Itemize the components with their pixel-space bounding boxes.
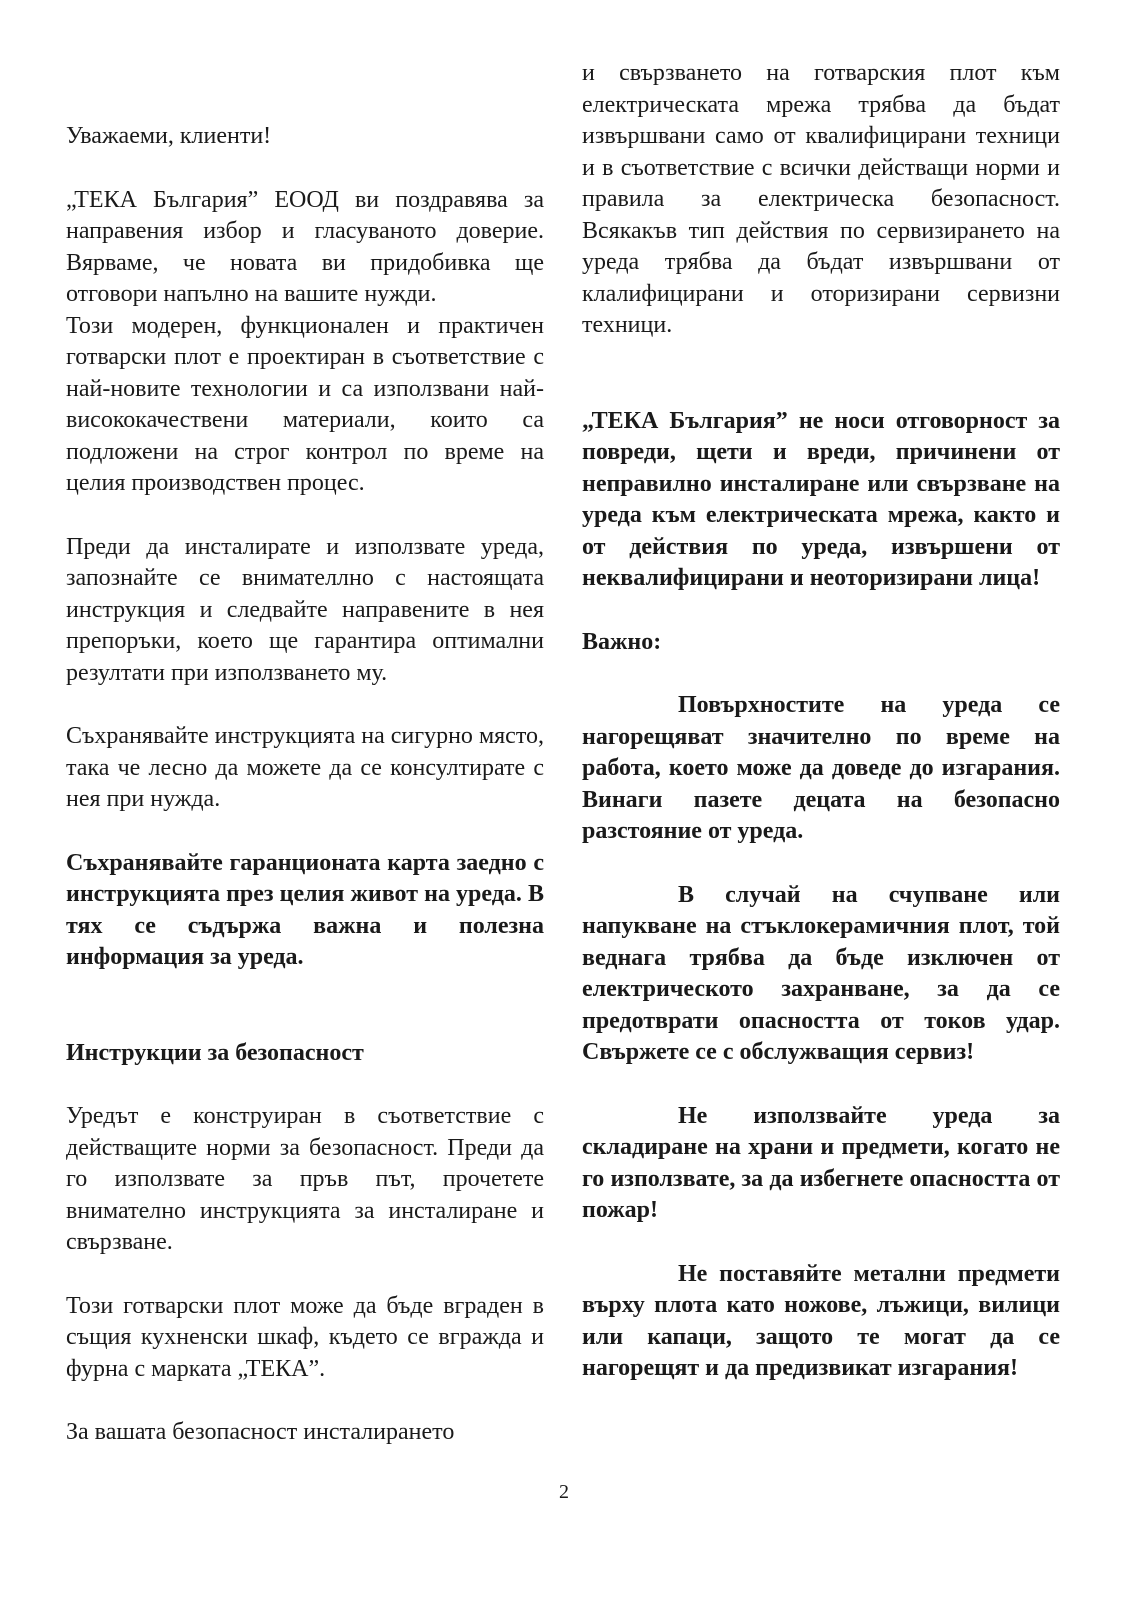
safety-paragraph-built-in: Този готварски плот може да бъде вграден в същия кухненски шкаф, където се вгражда и фурна с марката „ТЕКА”. <box>66 1292 544 1382</box>
keep-warranty-paragraph: Съхранявайте гаранционата карта заедно с инструкцията през целия живот на уреда. В тях се съдържа важна и полезна информация за уреда. <box>66 849 544 970</box>
right-column <box>582 0 1060 1385</box>
safety-paragraph-norms: Уредът е конструиран в съответствие с действащите норми за безопасност. Преди да го използвате за пръв път, прочетете внимателно инструкцията за инсталиране и свързване. <box>66 1103 544 1255</box>
liability-disclaimer: „ТЕКА България” не носи отговорност за повреди, щети и вреди, причинени от неправилно инсталиране или свързване на уреда към електрическата мрежа, както и от действия по уреда, извършени от неквалифицирани и неоторизирани лица! <box>582 407 1060 591</box>
before-install-paragraph: Преди да инсталирате и използвате уреда, запознайте се внимателлно с настоящата инструкция и следвайте направените в нея препоръки, което ще гарантира оптимални резултати при използването му. <box>66 533 544 686</box>
warning-broken-glass: В случай на счупване или напукване на стъклокерамичния плот, той веднага трябва да бъде изключен от електрическото захранване, за да се предотврати опасността от токов удар. Свържете се с обслужващия сервиз! <box>582 881 1060 1065</box>
keep-instructions-paragraph: Съхранявайте инструкцията на сигурно място, така че лесно да можете да се консултирате с нея при нужда. <box>66 723 544 812</box>
safety-paragraph-installation: За вашата безопасност инсталирането <box>66 1419 455 1445</box>
page-number: 2 <box>559 1481 569 1503</box>
warning-storage: Не използвайте уреда за складиране на храни и предмети, когато не го използвате, за да избегнете опасността от пожар! <box>582 1102 1060 1223</box>
installation-continuation: и свързването на готварския плот към електрическата мрежа трябва да бъдат извършвани само от квалифицирани техници и в съответствие с всички действащи норми и правила за електрическа безопасност. Всякакъв тип действия по сервизирането на уреда трябва да бъдат извършвани от клалифицирани и оторизирани сервизни техници. <box>582 60 1060 338</box>
intro-paragraph-product: Този модерен, функционален и практичен готварски плот е проектиран в съответствие с най-новите технологии и са използвани най-висококачествени материали, които са подложени на строг контрол по време на целия производствен процес. <box>66 312 544 496</box>
warning-hot-surfaces: Повърхностите на уреда се нагорещяват значително по време на работа, което може да доведе до изгарания. Винаги пазете децата на безопасно разстояние от уреда. <box>582 692 1060 844</box>
intro-paragraph: „ТЕКА България” ЕООД ви поздравява за направения избор и гласуваното доверие. Вярваме, че новата ви придобивка ще отговори напълно на вашите нужди. <box>66 186 544 307</box>
left-column <box>66 0 544 1449</box>
important-label: Важно: <box>582 628 662 655</box>
safety-heading: Инструкции за безопасност <box>66 1039 364 1066</box>
warning-metal-objects: Не поставяйте метални предмети върху плота като ножове, лъжици, вилици или капаци, защото те могат да се нагорещят и да предизвикат изгарания! <box>582 1260 1060 1381</box>
greeting: Уважаеми, клиенти! <box>66 123 272 149</box>
